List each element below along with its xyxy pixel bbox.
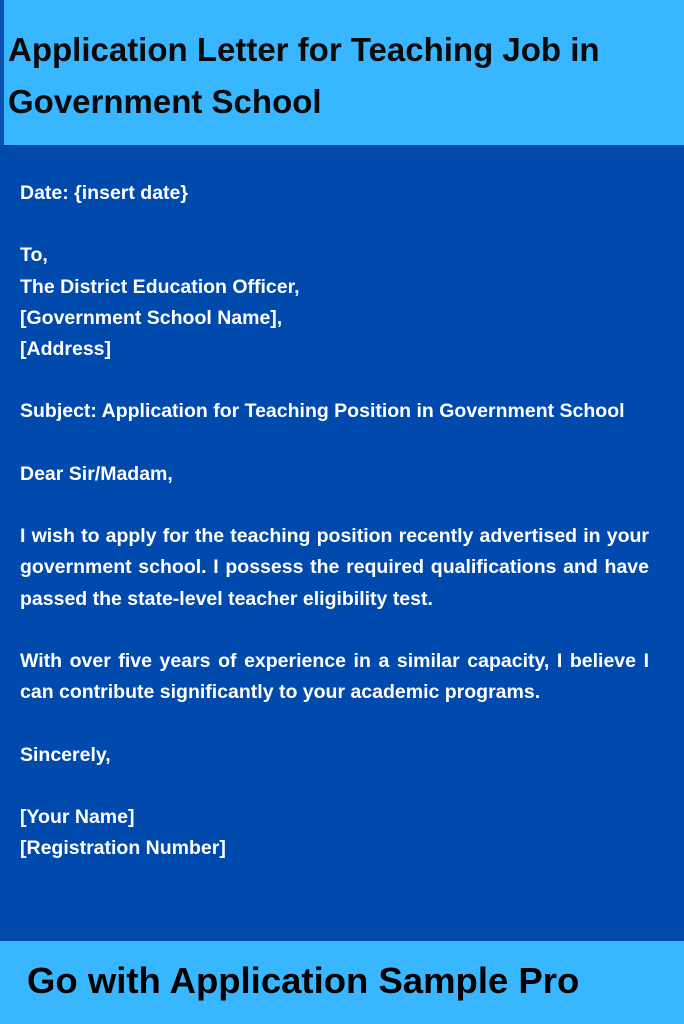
letter-body bbox=[20, 178, 649, 864]
spacer bbox=[20, 490, 649, 521]
letter-to: To, bbox=[20, 244, 48, 267]
spacer bbox=[20, 428, 649, 459]
letter-school-name: [Government School Name], bbox=[20, 306, 283, 329]
footer-cta: Go with Application Sample Pro bbox=[27, 960, 580, 1001]
spacer bbox=[20, 771, 649, 802]
page-title: Application Letter for Teaching Job in Government School bbox=[8, 31, 600, 120]
letter-closing: Sincerely, bbox=[20, 743, 111, 766]
spacer bbox=[20, 209, 649, 240]
letter-address: [Address] bbox=[20, 338, 112, 360]
footer-banner bbox=[0, 941, 684, 1024]
letter-registration-number: [Registration Number] bbox=[20, 837, 226, 860]
letter-recipient: The District Education Officer, bbox=[20, 275, 300, 298]
spacer bbox=[20, 615, 649, 646]
letter-your-name: [Your Name] bbox=[20, 805, 135, 828]
letter-subject: Subject: Application for Teaching Position in Government School bbox=[20, 400, 625, 423]
letter-date: Date: {insert date} bbox=[20, 182, 188, 204]
letter-paragraph-2: With over five years of experience in a similar capacity, I believe I can contribute significantly to your academic programs. bbox=[20, 649, 649, 704]
spacer bbox=[20, 708, 649, 739]
letter-panel bbox=[0, 145, 684, 941]
letter-salutation: Dear Sir/Madam, bbox=[20, 462, 173, 485]
title-banner bbox=[0, 0, 684, 145]
spacer bbox=[20, 365, 649, 396]
letter-paragraph-1: I wish to apply for the teaching position recently advertised in your government school. I possess the required qualifications and have passed the state-level teacher eligibility test. bbox=[20, 525, 649, 610]
